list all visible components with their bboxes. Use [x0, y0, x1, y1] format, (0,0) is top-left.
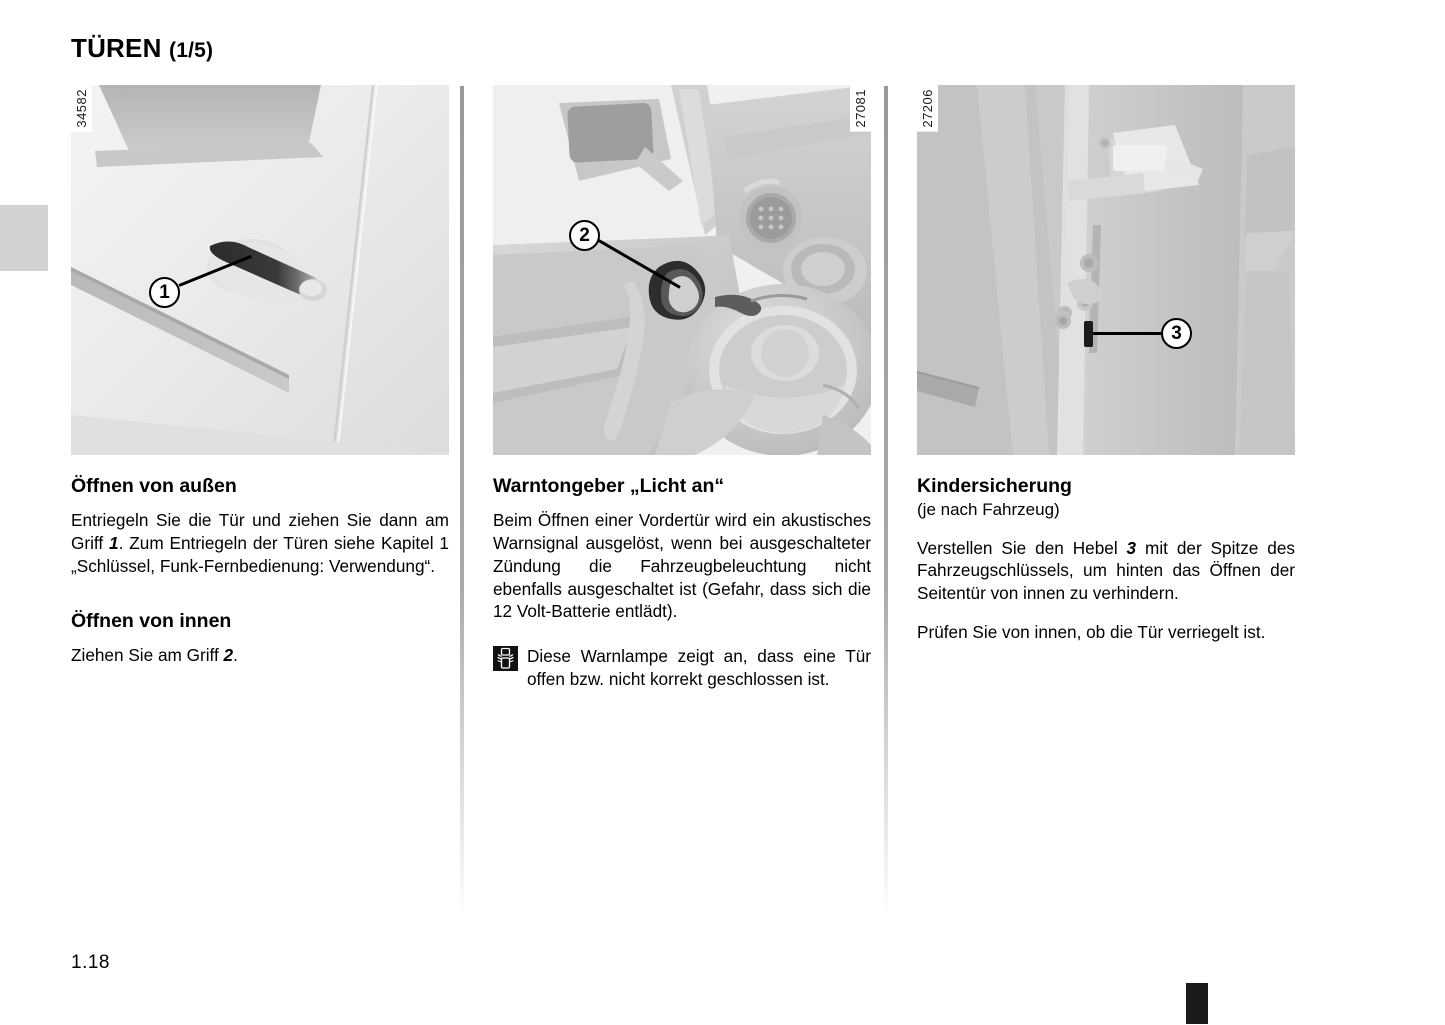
- section-oeffnen-von-aussen: [71, 475, 449, 578]
- page-title-main: TÜREN: [71, 33, 162, 63]
- section-heading: Öffnen von innen: [71, 609, 232, 632]
- figure-id-34582: 34582: [71, 85, 92, 132]
- section-paragraph: Prüfen Sie von innen, ob die Tür verriegelt ist.: [917, 621, 1266, 642]
- section-heading: Warntongeber „Licht an“: [493, 475, 725, 497]
- page-number: 1.18: [71, 952, 110, 973]
- ref-number-3: 3: [1126, 537, 1137, 558]
- figure-child-lock: [917, 85, 1295, 455]
- ref-number-1: 1: [109, 533, 119, 554]
- callout-leader-3: [1093, 332, 1165, 335]
- child-lock-lever-illustration: [917, 85, 1295, 455]
- interior-cockpit-illustration: [493, 85, 871, 455]
- section-warntongeber: [493, 475, 871, 623]
- warning-lamp-note-text: Diese Warnlampe zeigt an, dass eine Tür offen bzw. nicht korrekt geschlossen ist.: [527, 645, 871, 689]
- figure-id-27206: 27206: [917, 85, 938, 132]
- exterior-door-handle-illustration: [71, 85, 449, 455]
- section-kindersicherung: [917, 475, 1295, 643]
- section-corner-marker: [1186, 983, 1208, 1024]
- page-title-sub: (1/5): [169, 39, 214, 62]
- section-paragraph: Verstellen Sie den Hebel 3 mit der Spitze des Fahrzeugschlüssels, um hinten das Öffnen der Seitentür von innen zu verhindern.: [917, 537, 1295, 604]
- figure-interior-door-handle: [493, 85, 871, 455]
- section-heading: Kindersicherung: [917, 475, 1072, 497]
- column-separator-2: [884, 86, 888, 916]
- column-2: [493, 85, 871, 690]
- section-paragraph: Beim Öffnen einer Vordertür wird ein akustisches Warnsignal ausgelöst, wenn bei ausgeschalteter Zündung die Fahrzeugbeleuchtung nicht ebenfalls ausgeschaltet ist (Gefahr, dass sich die 12 Volt-Batterie entlädt).: [493, 510, 871, 622]
- page-title: [71, 33, 213, 64]
- section-oeffnen-von-innen: [71, 610, 449, 667]
- figure-id-27081: 27081: [850, 85, 871, 132]
- section-edge-tab: [0, 205, 48, 271]
- callout-marker-1: 1: [149, 277, 180, 308]
- section-paragraph: Entriegeln Sie die Tür und ziehen Sie dann am Griff 1. Zum Entriegeln der Türen siehe Kapitel 1 „Schlüssel, Funk-Fernbedienung: Verwendung“.: [71, 510, 449, 576]
- warning-lamp-note: [493, 645, 871, 690]
- callout-marker-3: 3: [1161, 318, 1192, 349]
- door-open-warning-lamp-icon: [493, 646, 518, 671]
- section-subtitle: (je nach Fahrzeug): [917, 500, 1060, 520]
- figure-exterior-door-handle: [71, 85, 449, 455]
- section-heading: Öffnen von außen: [71, 475, 237, 497]
- section-paragraph: Ziehen Sie am Griff 2.: [71, 644, 238, 665]
- column-separator-1: [460, 86, 464, 916]
- ref-number-2: 2: [223, 644, 234, 665]
- column-3: [917, 85, 1295, 643]
- callout-marker-2: 2: [569, 220, 600, 251]
- column-1: [71, 85, 449, 667]
